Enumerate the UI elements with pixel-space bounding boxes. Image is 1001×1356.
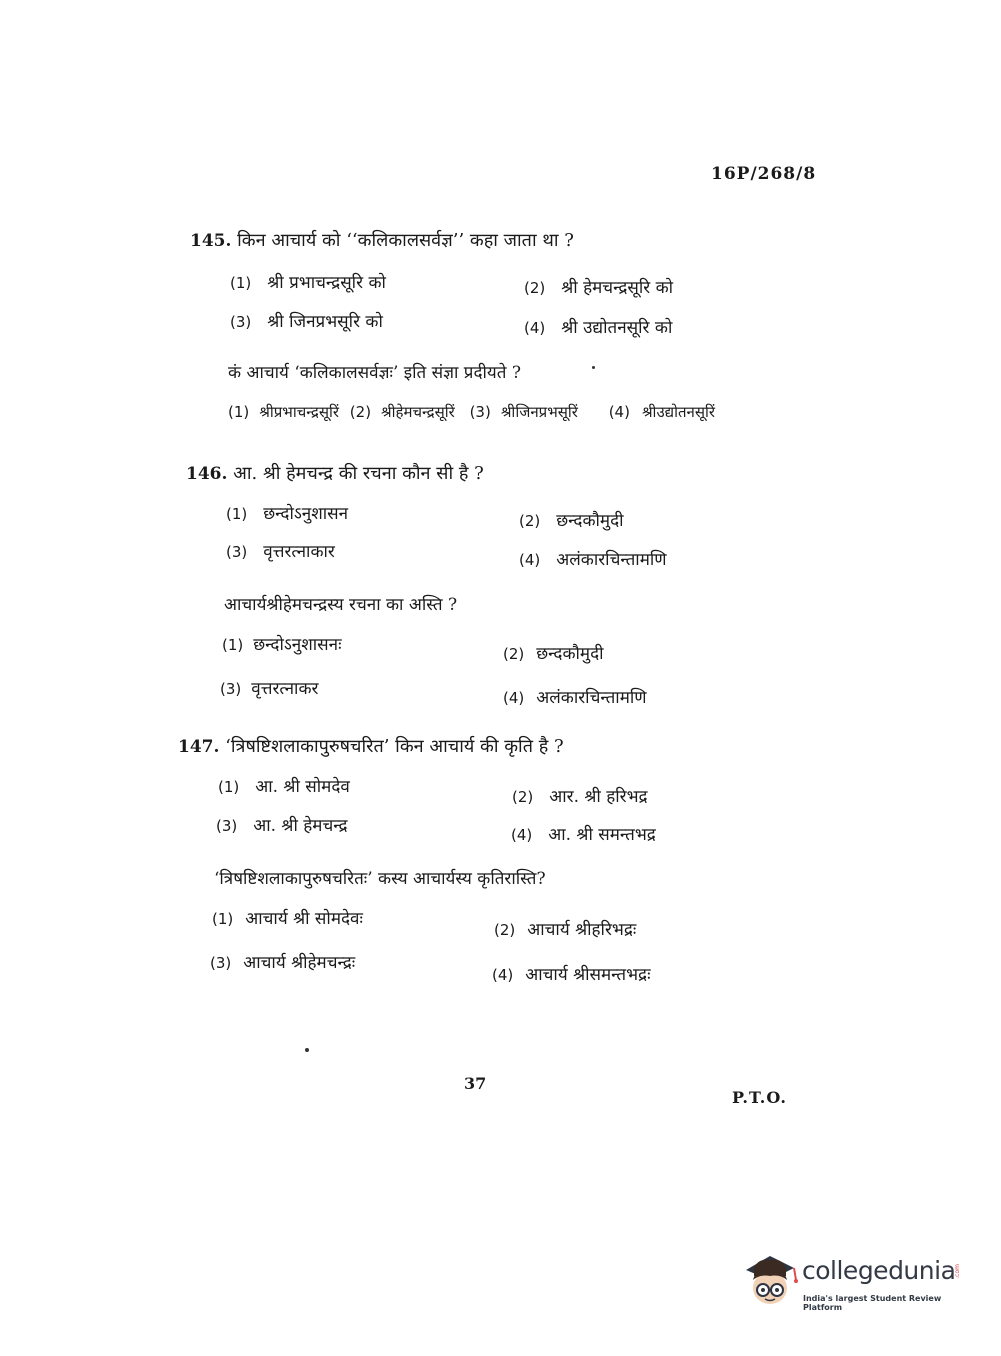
- q145-sanskrit: कं आचार्य ‘कलिकालसर्वज्ञः’ इति संज्ञा प्रदीयते ?: [228, 363, 521, 383]
- collegedunia-watermark: [740, 1250, 970, 1310]
- q146-option-3: (3) वृत्तरत्नाकार: [226, 542, 335, 562]
- mascot-icon: [740, 1250, 800, 1310]
- brand-tagline: India's largest Student Review Platform: [803, 1294, 942, 1312]
- question-text: किन आचार्य को ‘‘कलिकालसर्वज्ञ’’ कहा जाता था ?: [237, 230, 574, 251]
- question-text: ‘त्रिषष्टिशलाकापुरुषचरित’ किन आचार्य की कृति है ?: [225, 736, 564, 757]
- question-number: 146.: [186, 464, 228, 484]
- q146-sk-option-2: (2) छन्दकौमुदी: [503, 644, 604, 664]
- q147-sk-option-3: (3) आचार्य श्रीहेमचन्द्रः: [210, 953, 356, 973]
- paper-code: 16P/268/8: [711, 164, 817, 184]
- q147-sk-option-2: (2) आचार्य श्रीहरिभद्रः: [494, 920, 637, 940]
- q147-sanskrit: ‘त्रिषष्टिशलाकापुरुषचरितः’ कस्य आचार्यस्य कृतिरास्ति?: [214, 869, 546, 889]
- q147-option-2: (2) आर. श्री हरिभद्र: [512, 787, 648, 807]
- page-number: 37: [464, 1074, 487, 1093]
- brand-name: collegedunia: [802, 1256, 956, 1285]
- q146-sk-option-1: (1) छन्दोऽनुशासनः: [222, 635, 342, 655]
- q145-sanskrit-options: (1) श्रीप्रभाचन्द्रसूरिं (2) श्रीहेमचन्द्रसूरिं (3) श्रीजिनप्रभसूरिं (4) श्रीउद्योतनसूरिं: [228, 403, 716, 421]
- q147-sk-option-1: (1) आचार्य श्री सोमदेवः: [212, 909, 363, 929]
- q146-sk-option-4: (4) अलंकारचिन्तामणि: [503, 688, 647, 708]
- question-text: आ. श्री हेमचन्द्र की रचना कौन सी है ?: [233, 463, 484, 484]
- question-146-hindi: [186, 461, 484, 485]
- brand-suffix: .com: [954, 1264, 961, 1279]
- question-number: 145.: [190, 231, 232, 251]
- q146-sk-option-3: (3) वृत्तरत्नाकर: [220, 679, 319, 699]
- scan-speck: [592, 366, 595, 369]
- scan-speck: [305, 1048, 309, 1052]
- question-145-hindi: [190, 228, 574, 252]
- q147-sk-option-4: (4) आचार्य श्रीसमन्तभद्रः: [492, 965, 651, 985]
- q146-sanskrit: आचार्यश्रीहेमचन्द्रस्य रचना का अस्ति ?: [224, 595, 458, 615]
- pto-label: P.T.O.: [732, 1088, 787, 1107]
- q145-option-3: (3) श्री जिनप्रभसूरि को: [230, 312, 383, 332]
- q145-option-4: (4) श्री उद्योतनसूरि को: [524, 318, 673, 338]
- q145-option-2: (2) श्री हेमचन्द्रसूरि को: [524, 278, 674, 298]
- q147-option-4: (4) आ. श्री समन्तभद्र: [511, 825, 656, 845]
- q146-option-1: (1) छन्दोऽनुशासन: [226, 504, 349, 524]
- q145-option-1: (1) श्री प्रभाचन्द्रसूरि को: [230, 273, 386, 293]
- q147-option-1: (1) आ. श्री सोमदेव: [218, 777, 350, 797]
- question-147-hindi: [178, 734, 564, 758]
- q146-option-2: (2) छन्दकौमुदी: [519, 511, 624, 531]
- q146-option-4: (4) अलंकारचिन्तामणि: [519, 550, 667, 570]
- question-number: 147.: [178, 737, 220, 757]
- q147-option-3: (3) आ. श्री हेमचन्द्र: [216, 816, 348, 836]
